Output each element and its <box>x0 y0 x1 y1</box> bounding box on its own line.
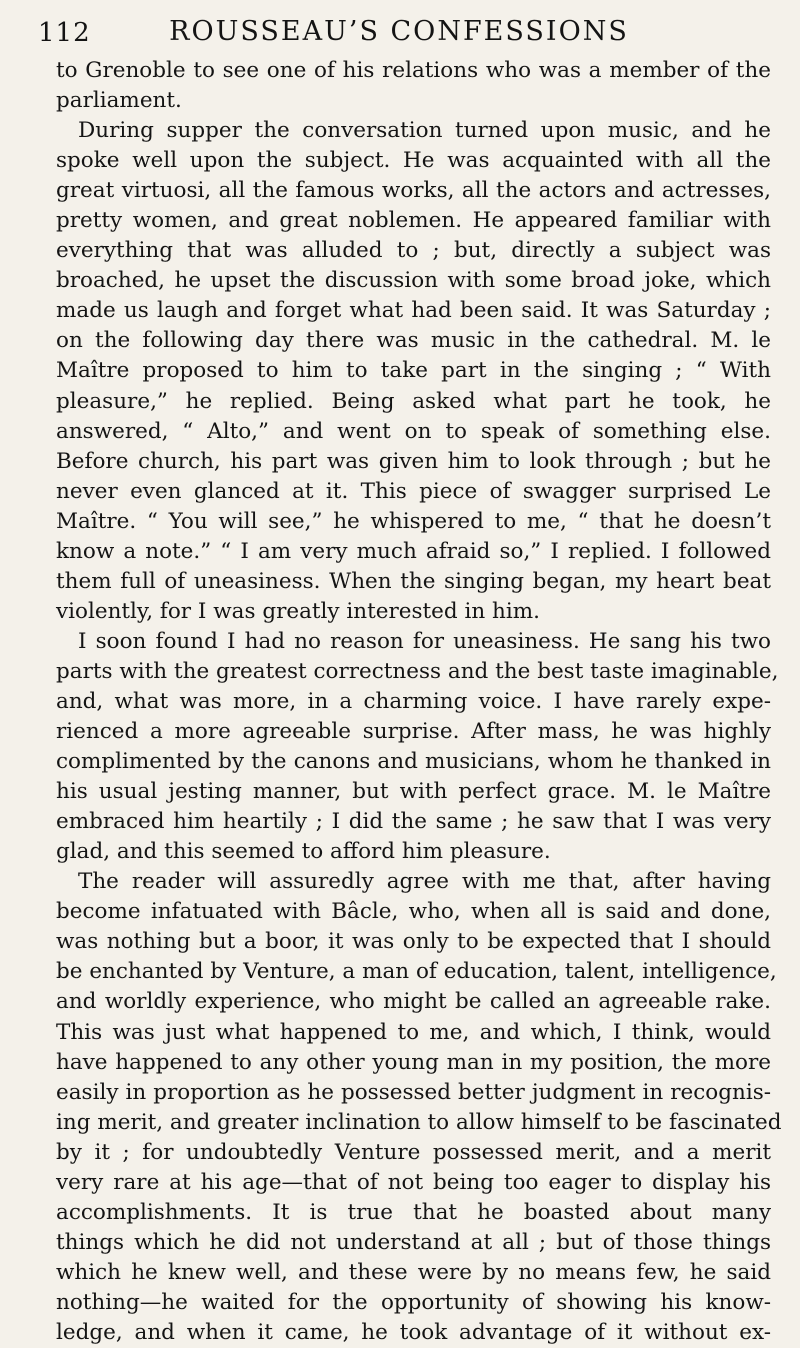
text-line: pretty women, and great noblemen. He appeared familiar with <box>56 208 771 234</box>
text-line: broached, he upset the discussion with some broad joke, which <box>56 268 771 294</box>
text-line: parliament. <box>56 88 182 114</box>
text-line: glad, and this seemed to afford him pleasure. <box>56 839 551 865</box>
text-line: The reader will assuredly agree with me that, after having <box>78 869 771 895</box>
text-line: great virtuosi, all the famous works, all the actors and actresses, <box>56 178 771 204</box>
text-line: Maître. “ You will see,” he whispered to me, “ that he doesn’t <box>56 508 771 534</box>
text-line: become infatuated with Bâcle, who, when all is said and done, <box>56 899 771 925</box>
text-line: This was just what happened to me, and which, I think, would <box>56 1019 771 1045</box>
text-line: made us laugh and forget what had been said. It was Saturday ; <box>56 298 771 324</box>
text-line: them full of uneasiness. When the singing began, my heart beat <box>56 568 771 594</box>
text-line: have happened to any other young man in my position, the more <box>56 1049 771 1075</box>
page-header <box>38 16 760 48</box>
text-line: and, what was more, in a charming voice. I have rarely expe- <box>56 688 771 714</box>
text-line: embraced him heartily ; I did the same ; he saw that I was very <box>56 809 771 835</box>
text-line: easily in proportion as he possessed better judgment in recognis- <box>56 1079 771 1105</box>
text-line: spoke well upon the subject. He was acquainted with all the <box>56 148 771 174</box>
text-line: nothing—he waited for the opportunity of showing his know- <box>56 1289 771 1315</box>
text-line: everything that was alluded to ; but, directly a subject was <box>56 238 771 264</box>
text-line: on the following day there was music in the cathedral. M. le <box>56 328 771 354</box>
text-line: by it ; for undoubtedly Venture possessed merit, and a merit <box>56 1139 771 1165</box>
text-line: Maître proposed to him to take part in the singing ; “ With <box>56 358 771 384</box>
text-line: ledge, and when it came, he took advantage of it without ex- <box>56 1319 771 1345</box>
body-text <box>56 56 782 1348</box>
running-head: ROUSSEAU’S CONFESSIONS <box>169 16 629 47</box>
text-line: his usual jesting manner, but with perfect grace. M. le Maître <box>56 779 771 805</box>
text-line: very rare at his age—that of not being too eager to display his <box>56 1169 771 1195</box>
text-line: rienced a more agreeable surprise. After mass, he was highly <box>56 719 771 745</box>
text-line: was nothing but a boor, it was only to be expected that I should <box>56 929 771 955</box>
page-number: 112 <box>38 18 91 48</box>
text-line: pleasure,” he replied. Being asked what part he took, he <box>56 388 771 414</box>
text-line: ing merit, and greater inclination to allow himself to be fascinated <box>56 1109 782 1135</box>
text-line: things which he did not understand at all ; but of those things <box>56 1229 771 1255</box>
text-line: During supper the conversation turned upon music, and he <box>78 118 771 144</box>
text-line: answered, “ Alto,” and went on to speak of something else. <box>56 418 771 444</box>
text-line: accomplishments. It is true that he boasted about many <box>56 1199 771 1225</box>
text-line: never even glanced at it. This piece of swagger surprised Le <box>56 478 771 504</box>
text-line: Before church, his part was given him to look through ; but he <box>56 448 771 474</box>
text-line: be enchanted by Venture, a man of education, talent, intelligence, <box>56 959 777 985</box>
text-line: parts with the greatest correctness and the best taste imaginable, <box>56 658 779 684</box>
text-line: violently, for I was greatly interested in him. <box>56 598 540 624</box>
text-line: to Grenoble to see one of his relations who was a member of the <box>56 58 771 83</box>
text-line: I soon found I had no reason for uneasiness. He sang his two <box>78 628 771 654</box>
text-line: complimented by the canons and musicians, whom he thanked in <box>56 749 771 775</box>
text-line: and worldly experience, who might be called an agreeable rake. <box>56 989 771 1015</box>
text-line: which he knew well, and these were by no means few, he said <box>56 1259 771 1285</box>
text-line: know a note.” “ I am very much afraid so,” I replied. I followed <box>56 538 771 564</box>
